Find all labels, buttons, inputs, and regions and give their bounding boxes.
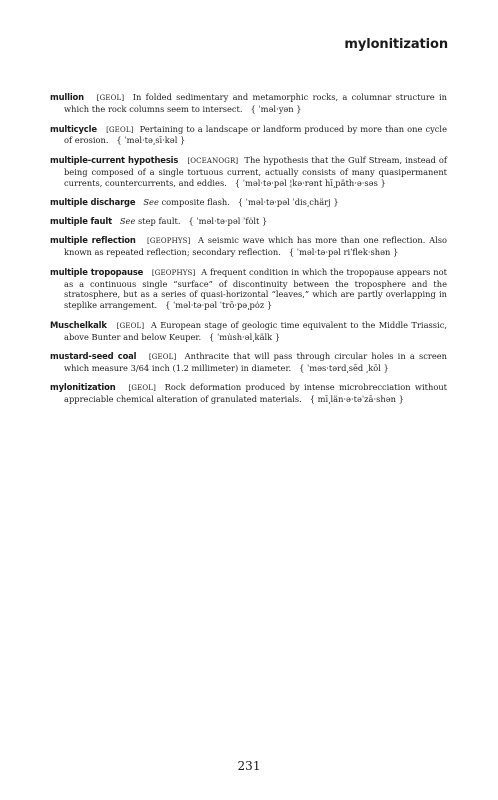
entry-pronunciation: { ˈməl·tə͵sī·kəl }	[116, 135, 186, 146]
entry-field: [OCEANOGR]	[187, 156, 239, 165]
entry-pronunciation: { ˈməl·tə·pəl ¦kə·rənt hī͵päth·ə·səs }	[234, 177, 386, 188]
entry-definition: step fault.	[138, 216, 181, 227]
entry-term: Muschelkalk	[50, 319, 107, 330]
entry-pronunciation: { ˈməl·tə·pəl ˈdis͵chärj }	[237, 196, 339, 207]
entry-definition: Rock deformation produced by intense microbrecciation without appreciable chemical alteration of granulated materials.	[64, 382, 447, 405]
entry-definition: A European stage of geologic time equivalent to the Middle Triassic, above Bunter and below Keuper.	[64, 319, 447, 342]
entry-pronunciation: { ˈməl·tə·pəl ˈtrō·pə͵pȯz }	[165, 300, 273, 311]
entry-multiple-tropopause	[50, 267, 447, 312]
entry-mullion	[50, 92, 447, 115]
dictionary-entries	[50, 84, 447, 413]
entry-field: [GEOL]	[128, 384, 156, 393]
entry-field: [GEOL]	[116, 321, 145, 330]
entry-term: multicycle	[50, 123, 97, 134]
entry-definition: A frequent condition in which the tropopause appears not as a continuous single “surface” of discontinuity between the troposphere and the stratosphere, but as a series of quasi-horizontal “leaves,” which are partly overlapping in steplike arrangement.	[64, 266, 447, 311]
entry-see-label: See	[143, 196, 159, 207]
entry-mylonitization	[50, 382, 447, 405]
entry-field: [GEOL]	[96, 94, 125, 103]
entry-term: mylonitization	[50, 382, 116, 393]
entry-see-label: See	[119, 216, 136, 227]
entry-definition: composite flash.	[161, 196, 230, 207]
entry-mustard-seed-coal	[50, 351, 447, 374]
page-number: 231	[237, 759, 261, 773]
entry-term: multiple fault	[50, 216, 112, 227]
entry-multicycle	[50, 124, 447, 147]
entry-term: mullion	[50, 92, 84, 103]
entry-term: multiple-current hypothesis	[50, 154, 179, 165]
entry-multiple-current-hypothesis	[50, 155, 447, 189]
entry-pronunciation: { ˈmu̇sh·əl͵kälk }	[209, 331, 281, 342]
entry-definition: Anthracite that will pass through circular holes in a screen which measure 3/64 inch (1.2 millimeter) in diameter.	[64, 350, 447, 373]
entry-pronunciation: { mī͵län·ə·təˈzā·shən }	[309, 394, 404, 405]
entry-definition: Pertaining to a landscape or landform produced by more than one cycle of erosion.	[64, 123, 447, 146]
entry-term: multiple reflection	[50, 235, 136, 246]
entry-term: mustard-seed coal	[50, 350, 137, 361]
entry-field: [GEOL]	[148, 352, 177, 361]
entry-field: [GEOL]	[106, 125, 134, 134]
entry-term: multiple discharge	[50, 196, 136, 207]
running-header: mylonitization	[344, 37, 448, 52]
entry-definition: A seismic wave which has more than one reflection. Also known as repeated reflection; secondary reflection.	[64, 235, 447, 258]
entry-pronunciation: { ˈməl·tə·pəl ˈfȯlt }	[188, 216, 268, 227]
entry-definition: The hypothesis that the Gulf Stream, instead of being composed of a single tortuous current, actually consists of many quasipermanent currents, countercurrents, and eddies.	[64, 154, 447, 188]
entry-multiple-discharge	[50, 197, 447, 208]
entry-field: [GEOPHYS]	[146, 237, 191, 246]
entry-pronunciation: { ˈməl·yən }	[250, 104, 302, 115]
entry-pronunciation: { ˈməl·tə·pəl riˈflek·shən }	[288, 247, 399, 258]
entry-field: [GEOPHYS]	[151, 268, 196, 277]
entry-term: multiple tropopause	[50, 266, 144, 277]
entry-multiple-reflection	[50, 235, 447, 258]
entry-muschelkalk	[50, 320, 447, 343]
entry-multiple-fault	[50, 216, 447, 227]
entry-pronunciation: { ˈməs·tərd͵sēd ͵kōl }	[299, 362, 389, 373]
entry-definition: In folded sedimentary and metamorphic rocks, a columnar structure in which the rock columns seem to intersect.	[64, 92, 447, 115]
